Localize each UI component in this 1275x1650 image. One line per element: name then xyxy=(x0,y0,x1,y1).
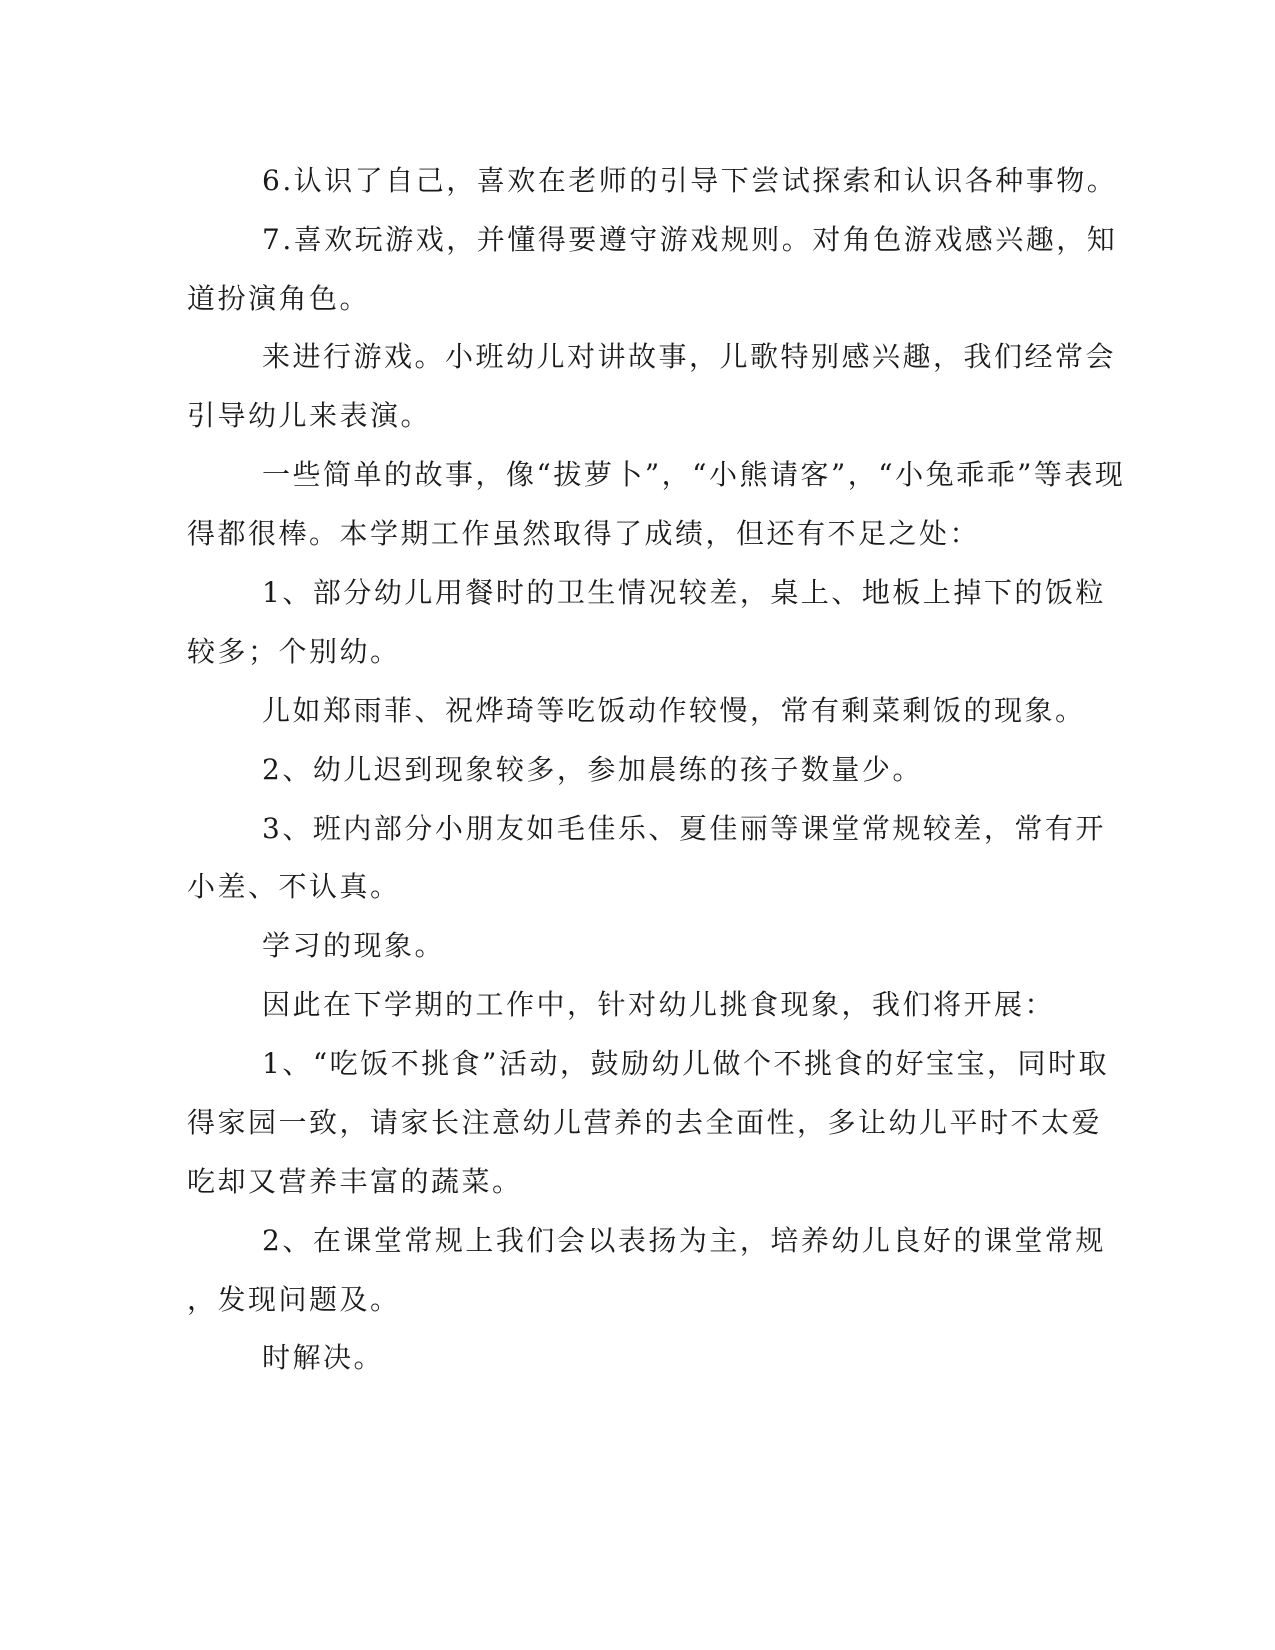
text-line: 学习的现象。 xyxy=(262,929,446,962)
text-line: 得都很棒。本学期工作虽然取得了成绩，但还有不足之处： xyxy=(187,517,981,550)
text-line: 一些简单的故事，像“拔萝卜”，“小熊请客”，“小兔乖乖”等表现 xyxy=(262,458,1126,491)
text-line: 引导幼儿来表演。 xyxy=(187,399,432,432)
text-line: 因此在下学期的工作中，针对幼儿挑食现象，我们将开展： xyxy=(262,988,1056,1021)
text-line: 来进行游戏。小班幼儿对讲故事，儿歌特别感兴趣，我们经常会 xyxy=(262,340,1117,373)
text-line: 儿如郑雨菲、祝烨琦等吃饭动作较慢，常有剩菜剩饭的现象。 xyxy=(262,694,1086,727)
text-line: 3、班内部分小朋友如毛佳乐、夏佳丽等课堂常规较差，常有开 xyxy=(262,812,1106,845)
text-line: 吃却又营养丰富的蔬菜。 xyxy=(187,1165,523,1198)
text-line: 6.认识了自己，喜欢在老师的引导下尝试探索和认识各种事物。 xyxy=(262,164,1118,197)
text-line: 2、在课堂常规上我们会以表扬为主，培养幼儿良好的课堂常规 xyxy=(262,1224,1106,1257)
text-line: 较多；个别幼。 xyxy=(187,635,401,668)
text-line: 1、部分幼儿用餐时的卫生情况较差，桌上、地板上掉下的饭粒 xyxy=(262,576,1106,609)
text-line: 得家园一致，请家长注意幼儿营养的去全面性，多让幼儿平时不太爱 xyxy=(187,1106,1103,1139)
text-line: 1、“吃饭不挑食”活动，鼓励幼儿做个不挑食的好宝宝，同时取 xyxy=(262,1047,1109,1080)
text-line: ，发现问题及。 xyxy=(187,1283,401,1316)
text-line: 7.喜欢玩游戏，并懂得要遵守游戏规则。对角色游戏感兴趣，知 xyxy=(262,223,1118,256)
text-line: 2、幼儿迟到现象较多，参加晨练的孩子数量少。 xyxy=(262,753,923,786)
text-line: 道扮演角色。 xyxy=(187,282,371,315)
text-line: 小差、不认真。 xyxy=(187,870,401,903)
text-line: 时解决。 xyxy=(262,1341,385,1374)
